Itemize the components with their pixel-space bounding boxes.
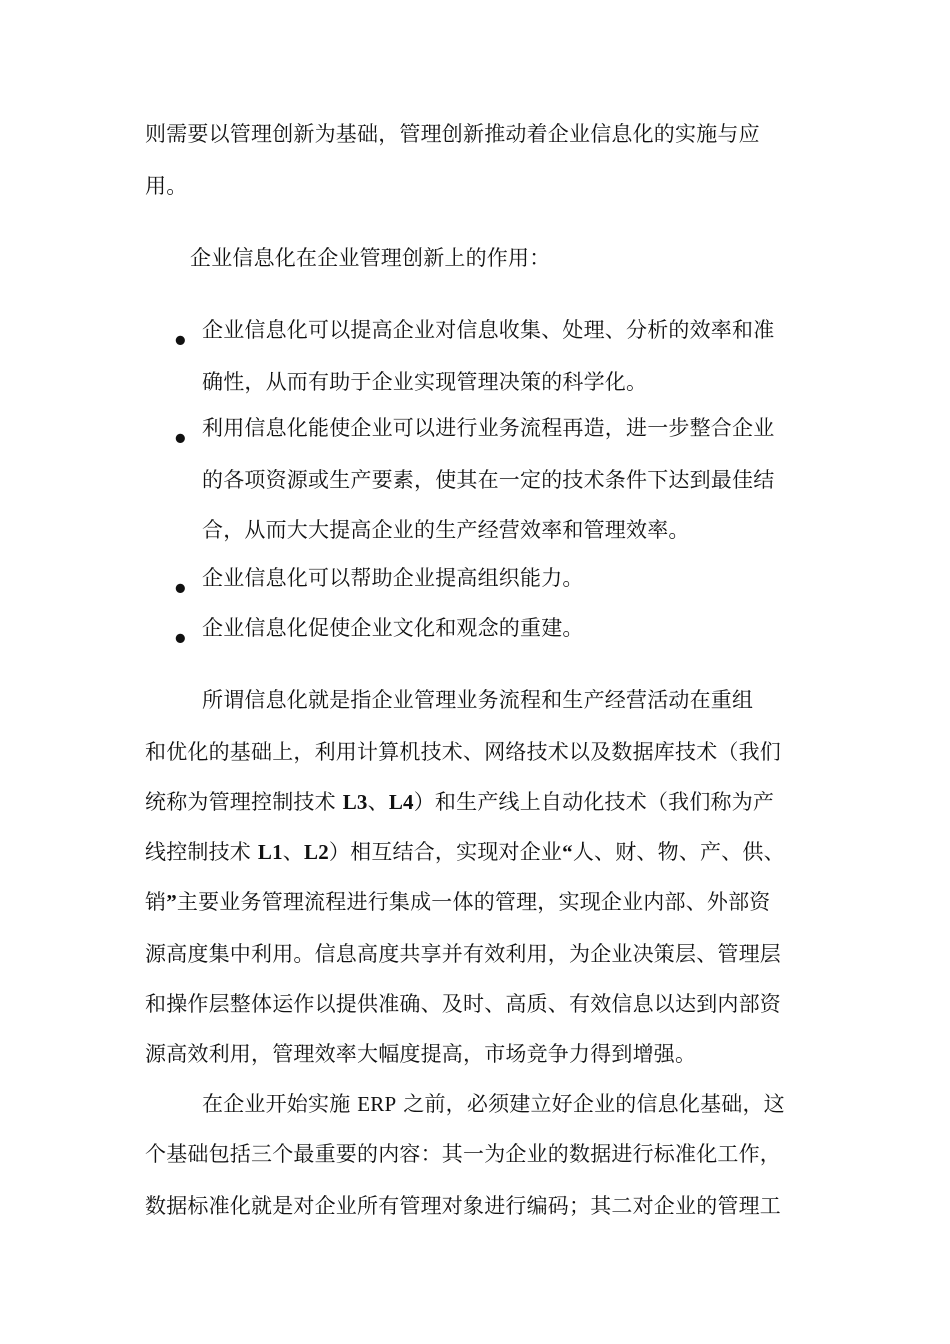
erp-line-1 xyxy=(202,1090,785,1118)
definition-line-5 xyxy=(145,888,771,916)
definition-line-4-text-a: 线控制技术 xyxy=(145,840,258,864)
erp-line-1-term-erp: ERP xyxy=(357,1092,397,1116)
bullet-1-line-1: 企业信息化可以提高企业对信息收集、处理、分析的效率和准 xyxy=(202,318,775,342)
definition-line-3-code-l4: L4 xyxy=(388,790,414,814)
definition-line-4-code-l1: L1 xyxy=(257,840,283,864)
bullet-2-line-1: 利用信息化能使企业可以进行业务流程再造，进一步整合企业 xyxy=(202,416,775,440)
definition-line-5-text-a: 销 xyxy=(145,890,167,914)
bullet-3-line-1: 企业信息化可以帮助企业提高组织能力。 xyxy=(202,566,584,590)
erp-line-1-text-a: 在企业开始实施 xyxy=(202,1092,358,1116)
bullet-1-line-2: 确性，从而有助于企业实现管理决策的科学化。 xyxy=(202,370,648,394)
bullet-2-line-2: 的各项资源或生产要素，使其在一定的技术条件下达到最佳结 xyxy=(202,468,775,492)
definition-line-4-text-e: ）相互结合，实现对企业 xyxy=(328,840,563,864)
definition-line-5-close-quote: ” xyxy=(166,890,177,914)
definition-line-4-text-g: 人、财、物、产、供、 xyxy=(572,840,785,864)
bullet-icon: • xyxy=(172,575,189,605)
definition-line-4 xyxy=(145,838,785,866)
bullet-2-line-3: 合，从而大大提高企业的生产经营效率和管理效率。 xyxy=(202,518,690,542)
erp-line-3: 数据标准化就是对企业所有管理对象进行编码；其二对企业的管理工 xyxy=(145,1194,781,1218)
definition-line-6: 源高度集中利用。信息高度共享并有效利用，为企业决策层、管理层 xyxy=(145,942,781,966)
definition-line-4-code-l2: L2 xyxy=(304,840,329,864)
definition-line-3-text-e: ）和生产线上自动化技术（我们称为产 xyxy=(413,790,775,814)
intro-line-1: 则需要以管理创新为基础，管理创新推动着企业信息化的实施与应 xyxy=(145,122,760,146)
definition-line-3 xyxy=(145,788,774,816)
erp-line-2: 个基础包括三个最重要的内容：其一为企业的数据进行标准化工作， xyxy=(145,1142,781,1166)
intro-line-2: 用。 xyxy=(145,174,188,198)
definition-line-1: 所谓信息化就是指企业管理业务流程和生产经营活动在重组 xyxy=(202,688,754,712)
definition-line-8: 源高效利用，管理效率大幅度提高，市场竞争力得到增强。 xyxy=(145,1042,697,1066)
bullet-icon: • xyxy=(172,625,189,655)
bullet-4-line-1: 企业信息化促使企业文化和观念的重建。 xyxy=(202,616,584,640)
bullet-icon: • xyxy=(172,425,189,455)
definition-line-4-text-c: 、 xyxy=(282,840,304,864)
definition-line-2: 和优化的基础上，利用计算机技术、网络技术以及数据库技术（我们 xyxy=(145,740,781,764)
definition-line-3-code-l3: L3 xyxy=(342,790,368,814)
definition-line-3-text-c: 、 xyxy=(367,790,389,814)
definition-line-7: 和操作层整体运作以提供准确、及时、高质、有效信息以达到内部资 xyxy=(145,992,781,1016)
section-heading: 企业信息化在企业管理创新上的作用： xyxy=(190,246,551,270)
definition-line-4-open-quote: “ xyxy=(562,840,573,864)
bullet-icon: • xyxy=(172,327,189,357)
erp-line-1-text-c: 之前，必须建立好企业的信息化基础，这 xyxy=(396,1092,785,1116)
definition-line-3-text-a: 统称为管理控制技术 xyxy=(145,790,343,814)
definition-line-5-text-c: 主要业务管理流程进行集成一体的管理，实现企业内部、外部资 xyxy=(176,890,771,914)
